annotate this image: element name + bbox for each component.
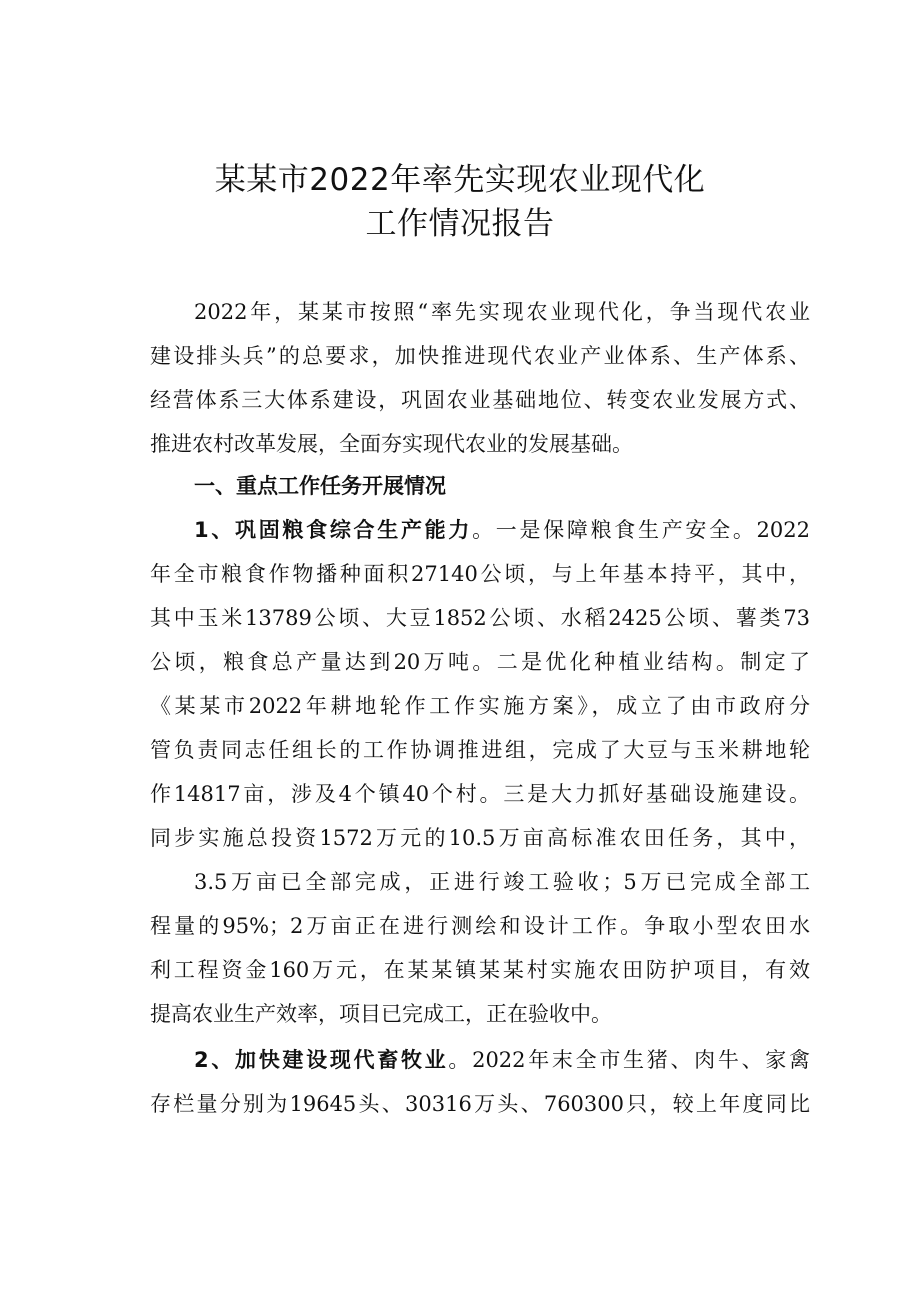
item1-line-6: 管负责同志任组长的工作协调推进组，完成了大豆与玉米耕地轮 bbox=[150, 738, 810, 762]
intro-line-3: 经营体系三大体系建设，巩固农业基础地位、转变农业发展方式、 bbox=[150, 388, 810, 412]
report-title-line-1: 某某市2022年率先实现农业现代化 bbox=[214, 162, 706, 198]
item2-line-2: 存栏量分别为19645头、30316万头、760300只，较上年度同比 bbox=[150, 1092, 810, 1116]
intro-line-1: 2022年，某某市按照“率先实现农业现代化，争当现代农业 bbox=[194, 300, 810, 324]
item2-label: 2、加快建设现代畜牧业 bbox=[194, 1048, 449, 1072]
item1-line-8: 同步实施总投资1572万元的10.5万亩高标准农田任务，其中， bbox=[150, 826, 810, 850]
item1-para2-line-2: 程量的95%；2万亩正在进行测绘和设计工作。争取小型农田水 bbox=[150, 914, 810, 938]
item1-line-1-text: 。一是保障粮食生产安全。2022 bbox=[472, 518, 810, 542]
intro-line-2: 建设排头兵”的总要求，加快推进现代农业产业体系、生产体系、 bbox=[150, 344, 810, 368]
intro-line-4: 推进农村改革发展，全面夯实现代农业的发展基础。 bbox=[150, 432, 633, 456]
item1-para2-line-3: 利工程资金160万元，在某某镇某某村实施农田防护项目，有效 bbox=[150, 958, 810, 982]
item1-line-2: 年全市粮食作物播种面积27140公顷，与上年基本持平，其中， bbox=[150, 562, 810, 586]
item1-para2-line-1: 3.5万亩已全部完成，正进行竣工验收；5万已完成全部工 bbox=[194, 870, 810, 894]
item1-line-3: 其中玉米13789公顷、大豆1852公顷、水稻2425公顷、薯类73 bbox=[150, 606, 810, 630]
report-title-line-2: 工作情况报告 bbox=[365, 206, 555, 242]
item1-line-4: 公顷，粮食总产量达到20万吨。二是优化种植业结构。制定了 bbox=[150, 650, 810, 674]
item1-line-5: 《某某市2022年耕地轮作工作实施方案》，成立了由市政府分 bbox=[150, 694, 810, 718]
item2-line-1-text: 。2022年末全市生猪、肉牛、家禽 bbox=[448, 1048, 810, 1072]
section-heading-1: 一、重点工作任务开展情况 bbox=[194, 474, 446, 498]
item1-line-1 bbox=[194, 512, 810, 548]
item1-line-7: 作14817亩，涉及4个镇40个村。三是大力抓好基础设施建设。 bbox=[150, 782, 810, 806]
item1-label: 1、巩固粮食综合生产能力 bbox=[194, 518, 473, 542]
item1-para2-line-4: 提高农业生产效率，项目已完成工，正在验收中。 bbox=[150, 1002, 612, 1026]
item2-line-1 bbox=[194, 1042, 810, 1078]
